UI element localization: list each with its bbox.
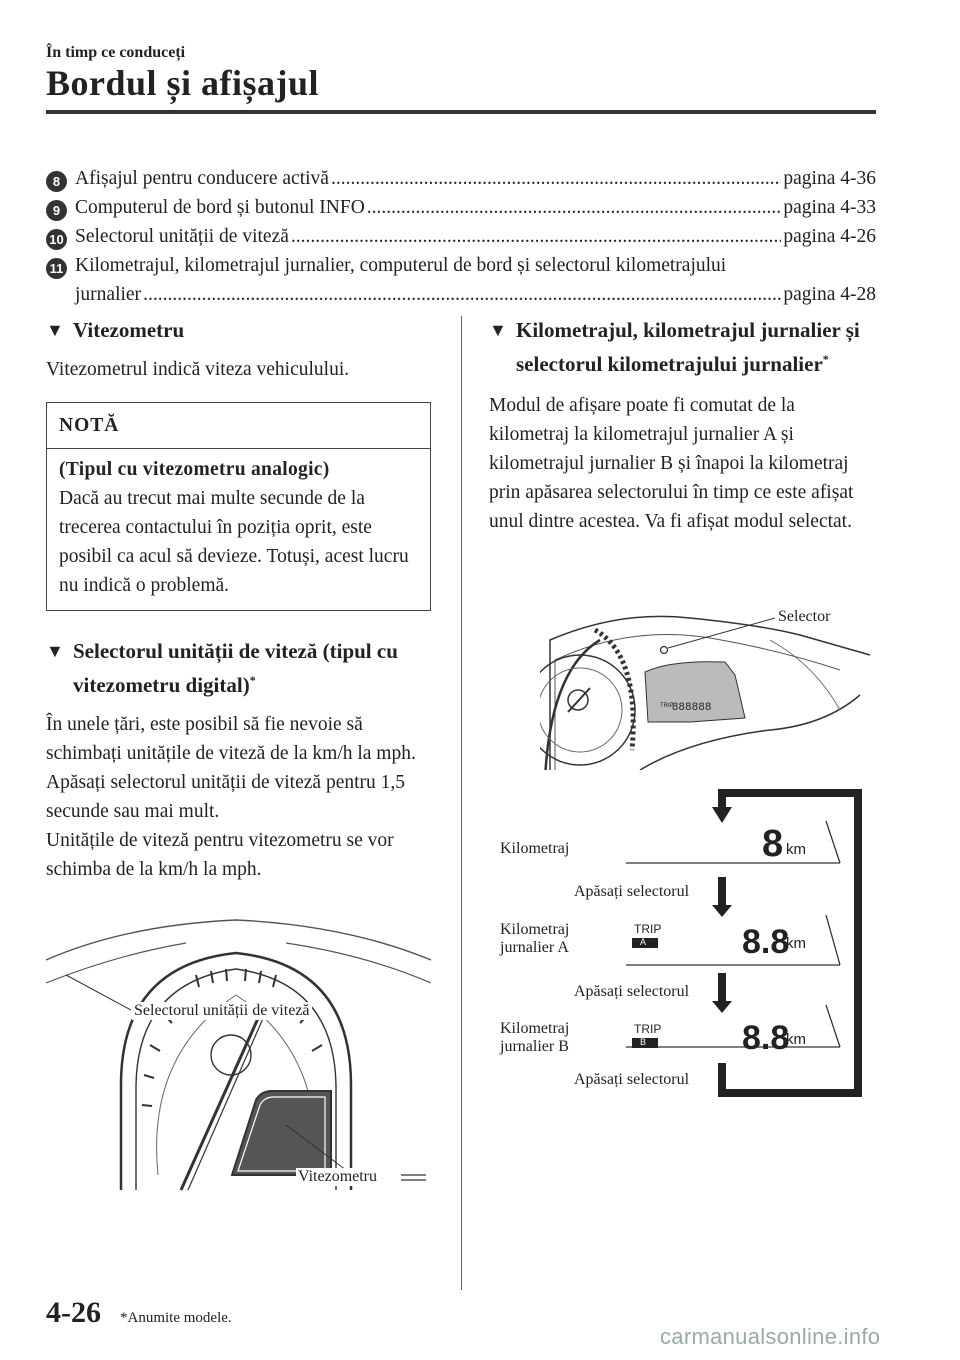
circled-number-icon: 8 <box>46 171 67 192</box>
label-selector: Selector <box>778 608 831 625</box>
body-text: Modul de afișare poate fi comutat de la kilometraj la kilometrajul jurnalier A și kilometrajul jurnalier B și înapoi la kilometraj prin apăsarea selectorului în timp ce este afișat unul dintre acestea. Va fi afișat modul selectat. <box>489 395 854 532</box>
label-speedometer: Vitezometru <box>298 1168 378 1185</box>
circled-number-icon: 11 <box>46 258 67 279</box>
note-body <box>47 449 430 610</box>
mode-cycle-diagram <box>490 785 876 1105</box>
title-divider <box>46 110 876 114</box>
toc-item-page: pagina 4-26 <box>783 226 876 247</box>
label-trip-a-line1: Kilometraj <box>500 921 570 938</box>
cluster-illustration <box>540 600 876 780</box>
note-box <box>46 402 431 611</box>
toc-dot-leader <box>331 164 781 193</box>
trip-a-unit: km <box>786 935 806 952</box>
cluster-trip-label: TRIP <box>660 703 674 709</box>
triangle-bullet-icon: ▼ <box>46 320 64 340</box>
toc-item-title: Kilometrajul, kilometrajul jurnalier, computerul de bord și selectorul kilometrajului <box>75 255 727 276</box>
heading-text: Vitezometru <box>73 318 185 342</box>
trip-a-value: 8.8 <box>742 923 790 961</box>
section-heading-vitezometru <box>46 316 431 345</box>
toc-item-title: Computerul de bord și butonul INFO <box>75 197 365 218</box>
circled-number-icon: 9 <box>46 200 67 221</box>
toc-item-title: jurnalier <box>75 284 142 305</box>
page-title: Bordul și afișajul <box>46 63 320 103</box>
toc-item-page: pagina 4-33 <box>783 197 876 218</box>
section-label: În timp ce conduceți <box>46 44 186 61</box>
section-heading-selector-viteza <box>46 637 431 700</box>
toc-item-page: pagina 4-28 <box>783 284 876 305</box>
label-trip-b-line1: Kilometraj <box>500 1020 570 1037</box>
heading-text <box>73 637 431 700</box>
watermark: carmanualsonline.info <box>660 1324 881 1349</box>
note-text: Dacă au trecut mai multe secunde de la trecerea contactului în poziția oprit, este posibil ca acul să devieze. Totuși, acest lucru nu indică o problemă. <box>59 488 409 596</box>
circled-number-icon: 10 <box>46 229 67 250</box>
toc-dot-leader <box>367 193 782 222</box>
right-column <box>489 316 876 536</box>
column-divider <box>461 316 462 1290</box>
press-selector-label: Apăsați selectorul <box>574 983 690 1000</box>
triangle-bullet-icon: ▼ <box>489 320 507 340</box>
heading-text <box>516 316 876 379</box>
speedometer-illustration <box>46 905 431 1195</box>
label-odometer: Kilometraj <box>500 840 570 857</box>
label-trip-b-line2: jurnalier B <box>500 1038 569 1055</box>
toc-list <box>46 164 876 309</box>
toc-item[interactable] <box>46 193 876 222</box>
body-text: Vitezometrul indică viteza vehiculului. <box>46 359 350 380</box>
odometer-digit: 8 <box>762 823 784 865</box>
triangle-bullet-icon: ▼ <box>46 641 64 661</box>
label-trip-b <box>500 1020 569 1056</box>
trip-a-badge: A <box>640 937 647 947</box>
press-selector-label: Apăsați selectorul <box>574 883 690 900</box>
asterisk-mark: * <box>822 352 829 366</box>
asterisk-mark: * <box>249 673 256 687</box>
toc-item-page: pagina 4-36 <box>783 168 876 189</box>
label-trip-a <box>500 921 569 957</box>
toc-item[interactable] <box>46 222 876 251</box>
toc-dot-leader <box>143 280 781 309</box>
note-label: NOTĂ <box>47 403 430 449</box>
body-text: Unitățile de viteză pentru vitezometru se vor schimba de la km/h la mph. <box>46 830 394 880</box>
trip-b-text: TRIP <box>634 1022 662 1036</box>
body-text: Apăsați selectorul unității de viteză pentru 1,5 secunde sau mai mult. <box>46 772 406 822</box>
body-text: În unele țări, este posibil să fie nevoie să schimbați unitățile de viteză de la km/h la mph. <box>46 714 416 764</box>
trip-b-value: 8.8 <box>742 1019 790 1057</box>
section-heading-kilometraj <box>489 316 876 379</box>
toc-item-continuation[interactable] <box>46 280 876 309</box>
heading-text-main: Selectorul unității de viteză (tipul cu vitezometru digital) <box>73 639 398 697</box>
heading-text-main: Kilometrajul, kilometrajul jurnalier și selectorul kilometrajului jurnalier <box>516 318 860 376</box>
toc-item[interactable] <box>46 164 876 193</box>
note-subtitle: (Tipul cu vitezometru analogic) <box>59 459 330 480</box>
toc-item-title: Afișajul pentru conducere activă <box>75 168 329 189</box>
speedometer-drawing <box>46 905 431 1195</box>
odometer-unit: km <box>786 841 806 858</box>
label-speed-unit-selector: Selectorul unității de viteză <box>134 1002 310 1019</box>
footnote: *Anumite modele. <box>120 1310 232 1326</box>
trip-b-badge: B <box>640 1037 647 1047</box>
toc-item-title: Selectorul unității de viteză <box>75 226 289 247</box>
page-number: 4-26 <box>46 1296 101 1329</box>
label-trip-a-line2: jurnalier A <box>500 939 569 956</box>
trip-b-unit: km <box>786 1031 806 1048</box>
press-selector-label: Apăsați selectorul <box>574 1071 690 1088</box>
toc-dot-leader <box>291 222 782 251</box>
trip-a-text: TRIP <box>634 922 662 936</box>
cluster-drawing <box>540 600 876 780</box>
cluster-readout: 888888 <box>672 701 712 713</box>
toc-item[interactable] <box>46 251 876 280</box>
left-column <box>46 316 431 884</box>
